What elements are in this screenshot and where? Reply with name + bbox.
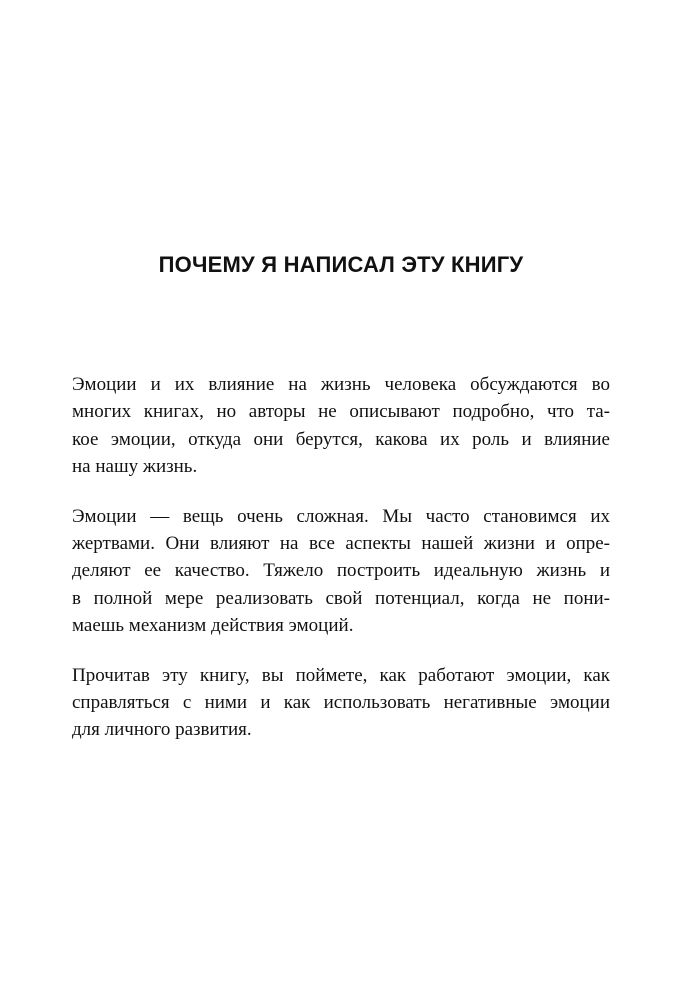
paragraph — [72, 503, 610, 640]
text-line: деляют ее качество. Тяжело построить идеальную жизнь и — [72, 560, 610, 582]
text-line: в полной мере реализовать свой потенциал, когда не пони- — [72, 587, 610, 609]
text-line: маешь механизм действия эмоций. — [72, 615, 354, 637]
text-line: на нашу жизнь. — [72, 456, 198, 478]
body-text — [72, 371, 610, 766]
text-line: справляться с ними и как использовать негативные эмоции — [72, 692, 610, 714]
chapter-heading: ПОЧЕМУ Я НАПИСАЛ ЭТУ КНИГУ — [158, 252, 524, 277]
paragraph — [72, 371, 610, 481]
text-line: Эмоции и их влияние на жизнь человека обсуждаются во — [72, 374, 610, 395]
text-line: Эмоции — вещь очень сложная. Мы часто становимся их — [72, 505, 610, 527]
text-line: многих книгах, но авторы не описывают подробно, что та- — [72, 401, 610, 423]
text-line: жертвами. Они влияют на все аспекты нашей жизни и опре- — [72, 533, 610, 555]
text-line: Прочитав эту книгу, вы поймете, как работают эмоции, как — [72, 664, 610, 686]
text-line: кое эмоции, откуда они берутся, какова их роль и влияние — [72, 428, 610, 450]
text-line: для личного развития. — [72, 719, 252, 741]
paragraph — [72, 662, 610, 744]
